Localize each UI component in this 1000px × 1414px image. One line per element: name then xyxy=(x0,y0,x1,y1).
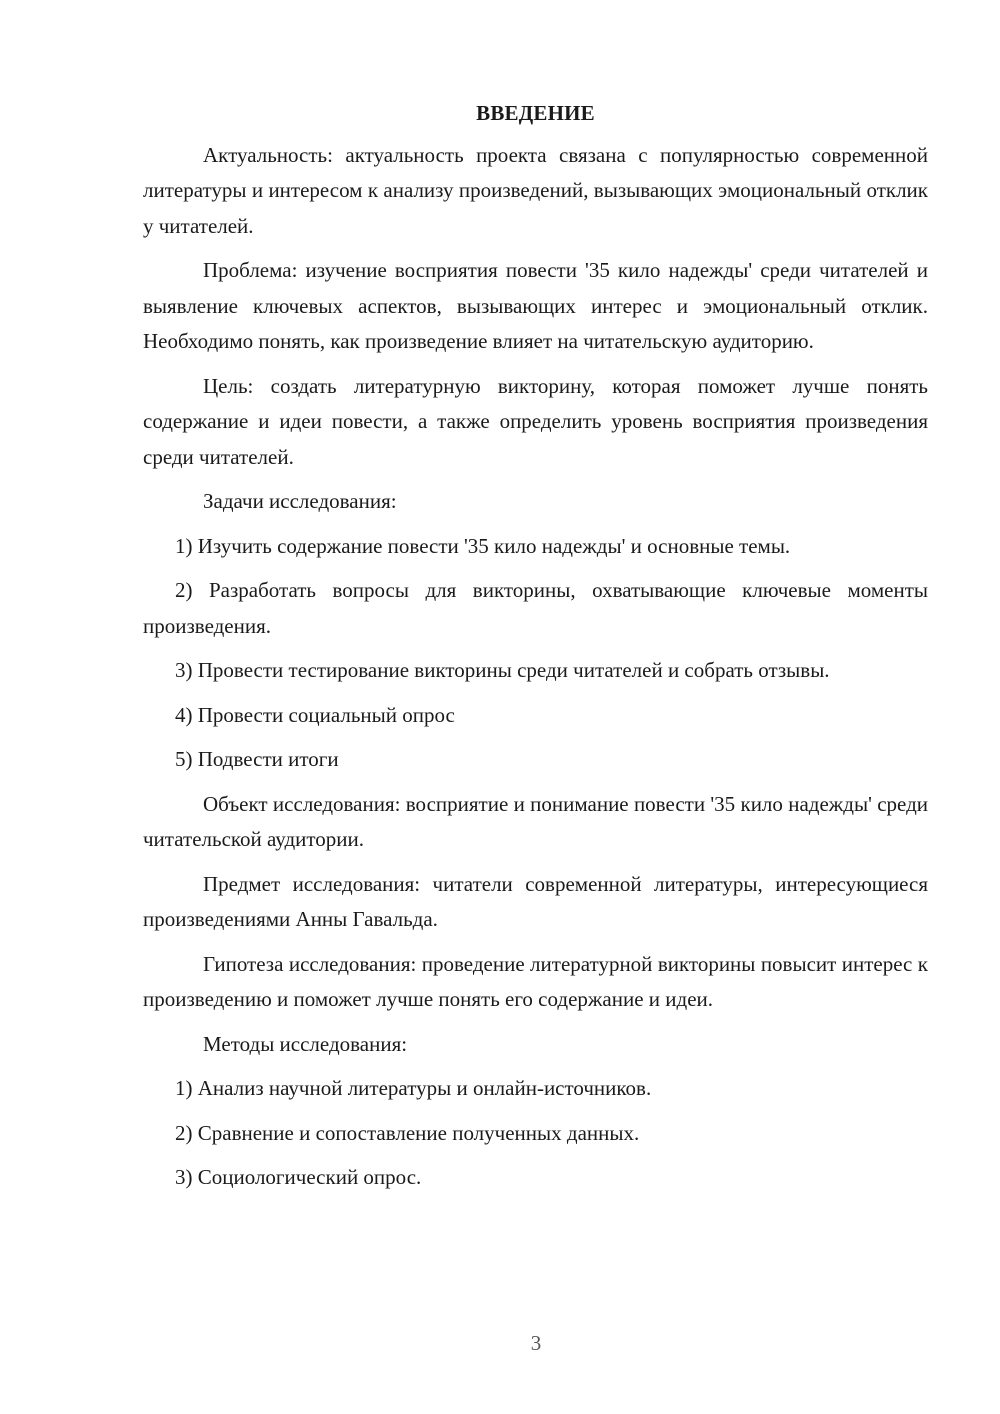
method-item-1: 1) Анализ научной литературы и онлайн-источников. xyxy=(175,1076,652,1100)
task-item-3: 3) Провести тестирование викторины среди читателей и собрать отзывы. xyxy=(175,658,830,682)
task-item-2: 2) Разработать вопросы для викторины, охватывающие ключевые моменты произведения. xyxy=(143,578,928,638)
methods-title: Методы исследования: xyxy=(203,1031,408,1056)
paragraph-problem: Проблема: изучение восприятия повести '35 кило надежды' среди читателей и выявление ключевых аспектов, вызывающих интерес и эмоциональный отклик. Необходимо понять, как произведение влияет на читательскую аудиторию. xyxy=(143,258,928,353)
paragraph-hypothesis: Гипотеза исследования: проведение литературной викторины повысит интерес к произведению и поможет лучше понять его содержание и идеи. xyxy=(143,951,928,1011)
paragraph-relevance: Актуальность: актуальность проекта связана с популярностью современной литературы и интересом к анализу произведений, вызывающих эмоциональный отклик у читателей. xyxy=(143,142,928,238)
task-item-1: 1) Изучить содержание повести '35 кило надежды' и основные темы. xyxy=(175,533,791,558)
paragraph-subject: Предмет исследования: читатели современной литературы, интересующиеся произведениями Анны Гавальда. xyxy=(143,871,928,931)
task-item-4: 4) Провести социальный опрос xyxy=(175,702,455,727)
page-number: 3 xyxy=(530,1331,542,1355)
document-page xyxy=(143,96,928,1205)
task-item-5: 5) Подвести итоги xyxy=(175,747,339,771)
method-item-3: 3) Социологический опрос. xyxy=(175,1165,422,1189)
tasks-title: Задачи исследования: xyxy=(203,489,397,513)
method-item-2: 2) Сравнение и сопоставление полученных данных. xyxy=(175,1120,640,1145)
section-heading: ВВЕДЕНИЕ xyxy=(476,101,595,125)
paragraph-object: Объект исследования: восприятие и понимание повести '35 кило надежды' среди читательской аудитории. xyxy=(143,791,928,851)
paragraph-goal: Цель: создать литературную викторину, которая поможет лучше понять содержание и идеи повести, а также определить уровень восприятия произведения среди читателей. xyxy=(143,373,928,469)
